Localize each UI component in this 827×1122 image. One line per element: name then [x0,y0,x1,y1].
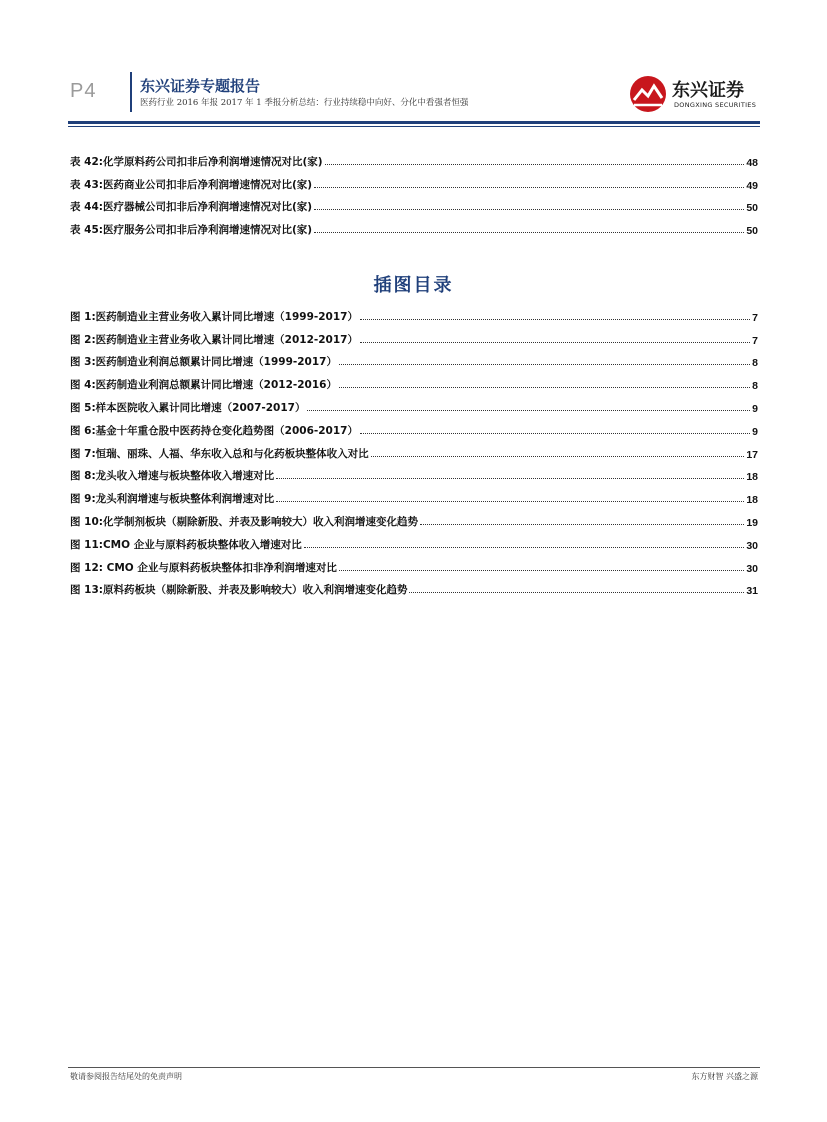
toc-entry-page: 7 [752,334,758,347]
page-number: P4 [70,80,97,102]
toc-dot-leader [360,342,750,343]
toc-entry-label: 图 10:化学制剂板块（剔除新股、并表及影响较大）收入利润增速变化趋势 [70,515,418,528]
toc-entry[interactable] [70,415,758,438]
footer-slogan: 东方财智 兴盛之源 [691,1072,758,1081]
toc-entry-label: 图 4:医药制造业利润总额累计同比增速（2012-2016） [70,379,337,392]
figure-toc-title: 插图目录 [373,275,454,296]
toc-entry-page: 18 [746,494,758,507]
toc-entry[interactable] [70,146,758,169]
toc-entry-page: 8 [752,357,758,370]
toc-entry[interactable] [70,347,758,370]
footer-disclaimer-note: 敬请参阅报告结尾处的免责声明 [70,1072,182,1081]
header-separator [130,72,132,112]
toc-dot-leader [307,410,750,411]
toc-entry[interactable] [70,214,758,237]
toc-dot-leader [409,592,744,593]
toc-entry-label: 图 11:CMO 企业与原料药板块整体收入增速对比 [70,538,302,551]
toc-dot-leader [420,524,744,525]
toc-entry-page: 50 [746,225,758,238]
footer-rule [68,1067,760,1068]
toc-entry-label: 图 2:医药制造业主营业务收入累计同比增速（2012-2017） [70,333,358,346]
toc-entry[interactable] [70,483,758,506]
logo-mark-icon [628,74,668,114]
toc-dot-leader [276,478,744,479]
toc-dot-leader [314,232,744,233]
toc-entry-label: 图 5:样本医院收入累计同比增速（2007-2017） [70,401,306,414]
toc-entry-label: 图 6:基金十年重仓股中医药持仓变化趋势图（2006-2017） [70,424,358,437]
toc-entry-page: 50 [746,202,758,215]
toc-entry-label: 图 3:医药制造业利润总额累计同比增速（1999-2017） [70,356,337,369]
toc-entry-page: 18 [746,471,758,484]
toc-entry-page: 7 [752,311,758,324]
toc-entry-page: 49 [746,179,758,192]
toc-entry-label: 表 43:医药商业公司扣非后净利润增速情况对比(家) [70,178,313,191]
toc-dot-leader [276,501,744,502]
toc-entry-page: 30 [746,539,758,552]
toc-dot-leader [339,387,750,388]
toc-entry-page: 8 [752,380,758,393]
report-title: 东兴证券专题报告 [140,77,261,95]
toc-entry[interactable] [70,369,758,392]
toc-dot-leader [339,364,750,365]
toc-entry[interactable] [70,506,758,529]
toc-dot-leader [304,547,745,548]
toc-dot-leader [314,187,744,188]
toc-entry-label: 图 7:恒瑞、丽珠、人福、华东收入总和与化药板块整体收入对比 [70,447,369,460]
toc-entry-label: 表 42:化学原料药公司扣非后净利润增速情况对比(家) [70,155,323,168]
toc-dot-leader [314,209,744,210]
toc-entry[interactable] [70,461,758,484]
toc-dot-leader [360,319,750,320]
table-of-figures [70,301,758,597]
toc-entry-page: 9 [752,425,758,438]
toc-dot-leader [339,570,744,571]
toc-entry-page: 48 [746,156,758,169]
toc-entry-label: 表 44:医疗器械公司扣非后净利润增速情况对比(家) [70,201,313,214]
toc-entry-label: 图 1:医药制造业主营业务收入累计同比增速（1999-2017） [70,310,358,323]
header-rule-thin [68,126,760,127]
table-of-tables [70,146,758,237]
toc-entry[interactable] [70,438,758,461]
header-rule [68,121,760,124]
report-subtitle: 医药行业 2016 年报 2017 年 1 季报分析总结：行业持续稳中向好、分化中看强者恒强 [140,98,469,108]
toc-entry[interactable] [70,169,758,192]
toc-entry[interactable] [70,324,758,347]
toc-entry-page: 30 [746,562,758,575]
toc-entry-label: 图 12: CMO 企业与原料药板块整体扣非净利润增速对比 [70,561,337,574]
toc-entry[interactable] [70,192,758,215]
toc-entry-page: 31 [746,585,758,598]
toc-entry[interactable] [70,392,758,415]
toc-entry-label: 图 9:龙头利润增速与板块整体利润增速对比 [70,493,275,506]
toc-entry[interactable] [70,552,758,575]
toc-dot-leader [360,433,750,434]
company-logo [628,74,758,114]
logo-chinese-name: 东兴证券 [672,80,744,101]
toc-entry-page: 17 [746,448,758,461]
toc-entry[interactable] [70,301,758,324]
toc-dot-leader [371,456,745,457]
toc-entry-label: 表 45:医疗服务公司扣非后净利润增速情况对比(家) [70,224,313,237]
logo-english-name: DONGXING SECURITIES [674,101,757,109]
toc-entry[interactable] [70,529,758,552]
toc-entry-label: 图 13:原料药板块（剔除新股、并表及影响较大）收入利润增速变化趋势 [70,584,408,597]
toc-entry-page: 19 [746,516,758,529]
toc-entry-label: 图 8:龙头收入增速与板块整体收入增速对比 [70,470,275,483]
toc-dot-leader [325,164,745,165]
toc-entry[interactable] [70,575,758,598]
toc-entry-page: 9 [752,402,758,415]
